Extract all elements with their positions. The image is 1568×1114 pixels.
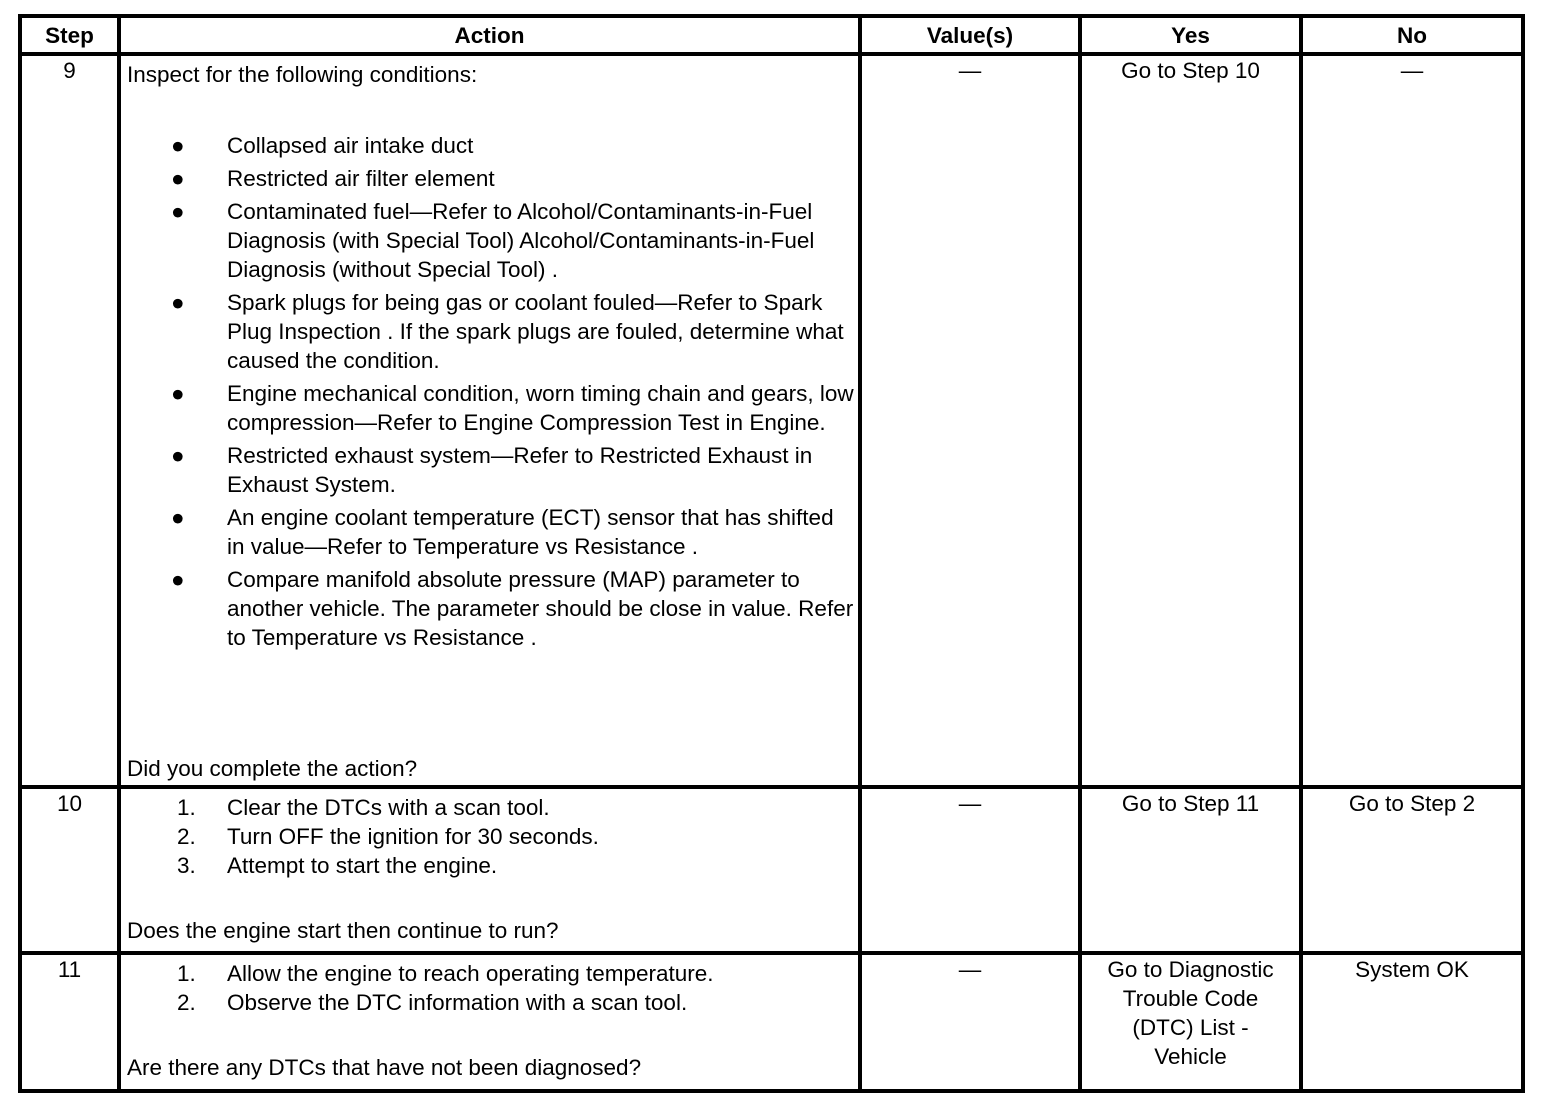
list-item: 1. Allow the engine to reach operating temperature. [177, 961, 714, 987]
bullet-icon: ● [171, 199, 185, 224]
yes-result: Go to Step 10 [1121, 58, 1260, 83]
yes-result: Go to Step 11 [1121, 790, 1260, 816]
list-item: ● An engine coolant temperature (ECT) sensor that has shifted in value—Refer to Temperature vs Resistance . [171, 505, 834, 559]
action-cell [119, 54, 860, 787]
bullet-icon: ● [171, 166, 185, 191]
table-row-step-9 [20, 54, 1523, 787]
no-cell [1301, 787, 1523, 954]
bullet-icon: ● [171, 290, 185, 315]
value-cell [860, 953, 1080, 1091]
value-cell [860, 787, 1080, 954]
list-item: ● Collapsed air intake duct [171, 133, 474, 158]
yes-cell [1080, 787, 1301, 954]
no-result: Go to Step 2 [1348, 790, 1476, 816]
list-item: ● Spark plugs for being gas or coolant fouled—Refer to Spark Plug Inspection . If the spark plugs are fouled, determine what caused the condition. [171, 290, 844, 373]
procedure-list [121, 789, 858, 880]
value-dash: — [958, 58, 982, 83]
list-item: 2. Observe the DTC information with a scan tool. [177, 990, 688, 1016]
yes-cell [1080, 953, 1301, 1091]
list-item: ● Restricted air filter element [171, 166, 495, 191]
header-yes: Yes [1080, 16, 1301, 54]
value-dash: — [958, 957, 982, 983]
action-cell [119, 787, 860, 954]
list-item: ● Compare manifold absolute pressure (MAP) parameter to another vehicle. The parameter should be close in value. Refer to Temperature vs Resistance . [171, 567, 854, 650]
step-number: 11 [20, 953, 119, 1091]
header-row [20, 16, 1523, 54]
step-number: 9 [20, 54, 119, 787]
list-item: ● Restricted exhaust system—Refer to Restricted Exhaust in Exhaust System. [171, 443, 813, 497]
list-item: 3. Attempt to start the engine. [177, 852, 498, 878]
bullet-icon: ● [171, 505, 185, 530]
bullet-icon: ● [171, 567, 185, 592]
yes-result: Go to Diagnostic Trouble Code (DTC) List - Vehicle [1107, 957, 1274, 1070]
table-row-step-10 [20, 787, 1523, 954]
diagnostic-table [18, 14, 1525, 1093]
action-intro: Inspect for the following conditions: [127, 62, 478, 87]
no-result: System OK [1355, 957, 1469, 983]
procedure-list [121, 955, 858, 1017]
bullet-icon: ● [171, 443, 185, 468]
header-values: Value(s) [860, 16, 1080, 54]
table-row-step-11 [20, 953, 1523, 1091]
header-step: Step [20, 16, 119, 54]
step-number: 10 [20, 787, 119, 954]
no-cell [1301, 54, 1523, 787]
value-cell [860, 54, 1080, 787]
list-item: ● Engine mechanical condition, worn timing chain and gears, low compression—Refer to Engine Compression Test in Engine. [171, 381, 854, 435]
action-question: Did you complete the action? [127, 755, 418, 781]
value-dash: — [958, 790, 982, 816]
action-question: Does the engine start then continue to run? [127, 917, 559, 943]
no-cell [1301, 953, 1523, 1091]
list-item: ● Contaminated fuel—Refer to Alcohol/Contaminants-in-Fuel Diagnosis (with Special Tool) Alcohol/Contaminants-in-Fuel Diagnosis (without Special Tool) . [171, 199, 815, 282]
bullet-icon: ● [171, 381, 185, 406]
list-item: 1. Clear the DTCs with a scan tool. [177, 794, 550, 820]
no-dash: — [1400, 58, 1424, 83]
header-action: Action [119, 16, 860, 54]
action-cell [119, 953, 860, 1091]
bullet-icon: ● [171, 133, 185, 158]
condition-list [121, 131, 858, 652]
yes-cell [1080, 54, 1301, 787]
action-question: Are there any DTCs that have not been diagnosed? [127, 1055, 642, 1081]
header-no: No [1301, 16, 1523, 54]
list-item: 2. Turn OFF the ignition for 30 seconds. [177, 823, 599, 849]
